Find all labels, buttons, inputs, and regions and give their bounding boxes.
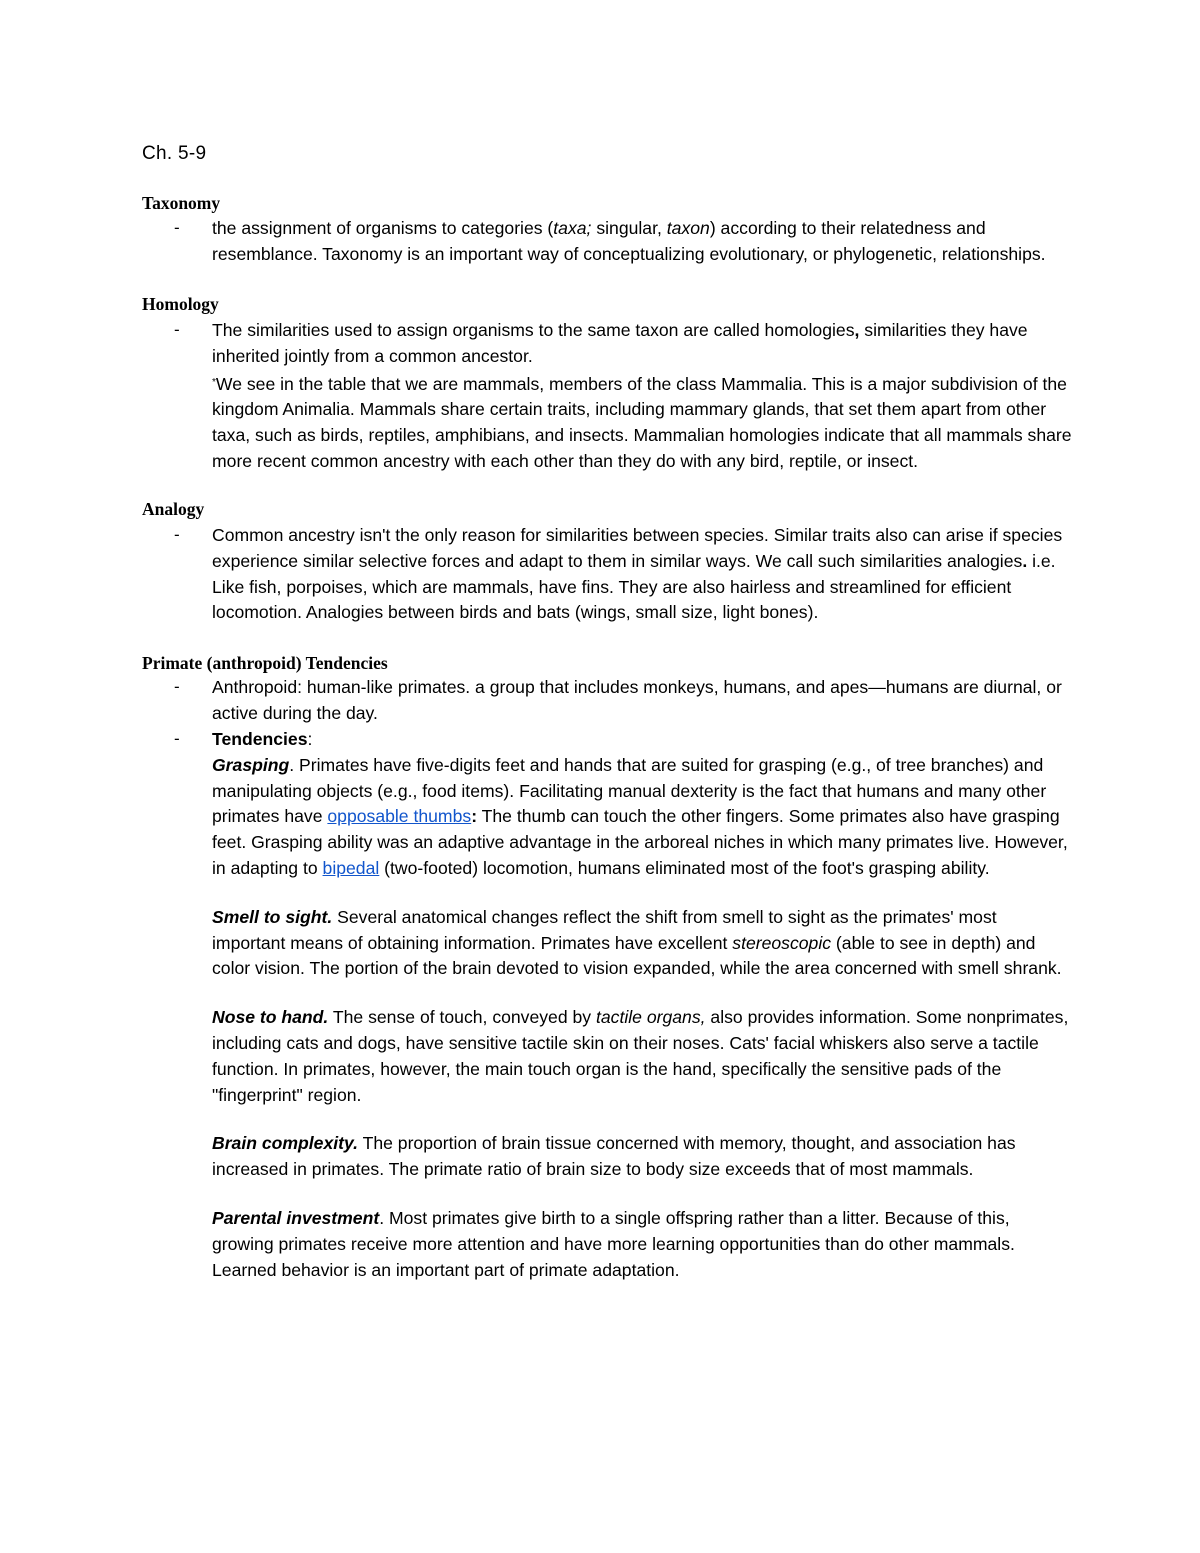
tendency-smell-to-sight — [212, 905, 1072, 982]
tendency-brain-complexity — [212, 1131, 1072, 1183]
heading-primate-tendencies: Primate (anthropoid) Tendencies — [142, 653, 388, 673]
taxonomy-definition — [212, 216, 1072, 268]
heading-analogy: Analogy — [142, 499, 205, 519]
text-span: similarities they have inherited jointly from a common ancestor. — [212, 320, 1028, 366]
bullet-dash: - — [174, 677, 180, 696]
text-span: the assignment of organisms to categories ( — [212, 218, 554, 238]
text-span: : — [307, 729, 313, 749]
text-span: The similarities used to assign organisms to the same taxon are called homologies — [212, 320, 855, 340]
bold-comma: , — [854, 320, 860, 340]
heading-taxonomy: Taxonomy — [142, 193, 221, 213]
italic-term: taxa; — [553, 218, 592, 238]
text-span: . Primates have five-digits feet and hands that are suited for grasping (e.g., of tree branches) and manipulating objects (e.g., food items). Facilitating manual dexterity is the fact that humans and many other primates have — [212, 754, 1047, 827]
bullet-dash: - — [174, 729, 180, 748]
asterisk-mark: * — [212, 376, 216, 388]
parent-label: Parental investment — [212, 1207, 380, 1228]
italic-term: stereoscopic — [732, 932, 832, 953]
italic-term: taxon — [666, 218, 710, 238]
text-span: . Most primates give birth to a single offspring rather than a litter. Because of this, growing primates receive more attention and have more learning opportunities than do other mammals. Learned behavior is an important part of primate adaptation. — [212, 1207, 1015, 1280]
text-span: Several anatomical changes reflect the shift from smell to sight as the primates' most important means of obtaining information. Primates have excellent — [212, 906, 997, 953]
bullet-dash: - — [174, 320, 180, 339]
document-title: Ch. 5-9 — [142, 143, 207, 164]
text-span: The thumb can touch the other fingers. Some primates also have grasping feet. Grasping ability was an adaptive advantage in the arboreal niches in which many primates live. However, in adapting to — [212, 806, 1068, 878]
bullet-dash: - — [174, 525, 180, 544]
tendencies-label: Tendencies — [212, 729, 308, 749]
text-span: The sense of touch, conveyed by — [328, 1007, 596, 1028]
grasping-label: Grasping — [212, 754, 290, 775]
homology-definition — [212, 318, 1072, 475]
tendency-grasping — [212, 753, 1072, 882]
text-span: i.e. Like fish, porpoises, which are mammals, have fins. They are also hairless and streamlined for efficient locomotion. Analogies between birds and bats (wings, small size, light bones). — [212, 550, 1056, 623]
link-bipedal[interactable]: bipedal — [322, 857, 380, 878]
tendency-nose-to-hand — [212, 1005, 1072, 1108]
text-span: singular, — [591, 218, 667, 238]
text-span: Anthropoid: human-like primates. a group that includes monkeys, humans, and apes—humans are diurnal, or active during the day. — [212, 677, 1062, 723]
text-span: The proportion of brain tissue concerned with memory, thought, and association has increased in primates. The primate ratio of brain size to body size exceeds that of most mammals. — [212, 1133, 1016, 1180]
bold-period: . — [1022, 550, 1028, 571]
analogy-definition — [212, 523, 1072, 626]
text-span: also provides information. Some nonprimates, including cats and dogs, have sensitive tactile skin on their noses. Cats' facial whiskers also serve a tactile function. In primates, however, the main touch organ is the hand, specifically the sensitive pads of the "fingerprint" region. — [212, 1007, 1069, 1105]
text-span: Common ancestry isn't the only reason for similarities between species. Similar traits also can arise if species experience similar selective forces and adapt to them in similar ways. We call such similarities analogies — [212, 525, 1063, 571]
tendency-parental-investment — [212, 1206, 1072, 1283]
text-span: (two-footed) locomotion, humans eliminated most of the foot's grasping ability. — [379, 857, 990, 878]
brain-label: Brain complexity. — [212, 1133, 359, 1154]
anthropoid-definition — [212, 675, 1072, 727]
text-span: We see in the table that we are mammals, members of the class Mammalia. This is a major subdivision of the kingdom Animalia. Mammals share certain traits, including mammary glands, that set them apart from other taxa, such as birds, reptiles, amphibians, and insects. Mammalian homologies indicate that all mammals share more recent common ancestry with each other than they do with any bird, reptile, or insect. — [212, 373, 1072, 471]
text-span: ) according to their relatedness and resemblance. Taxonomy is an important way of conceptualizing evolutionary, or phylogenetic, relationships. — [212, 218, 1046, 264]
tendencies-list — [212, 727, 1072, 1283]
bold-colon: : — [471, 806, 478, 827]
link-opposable-thumbs[interactable]: opposable thumbs — [327, 806, 472, 827]
nose-label: Nose to hand. — [212, 1007, 329, 1028]
smell-label: Smell to sight. — [212, 906, 333, 927]
italic-term: tactile organs, — [596, 1007, 706, 1028]
heading-homology: Homology — [142, 294, 219, 314]
bullet-dash: - — [174, 218, 180, 237]
text-span: (able to see in depth) and color vision. The portion of the brain devoted to vision expanded, while the area concerned with smell shrank. — [212, 932, 1062, 979]
